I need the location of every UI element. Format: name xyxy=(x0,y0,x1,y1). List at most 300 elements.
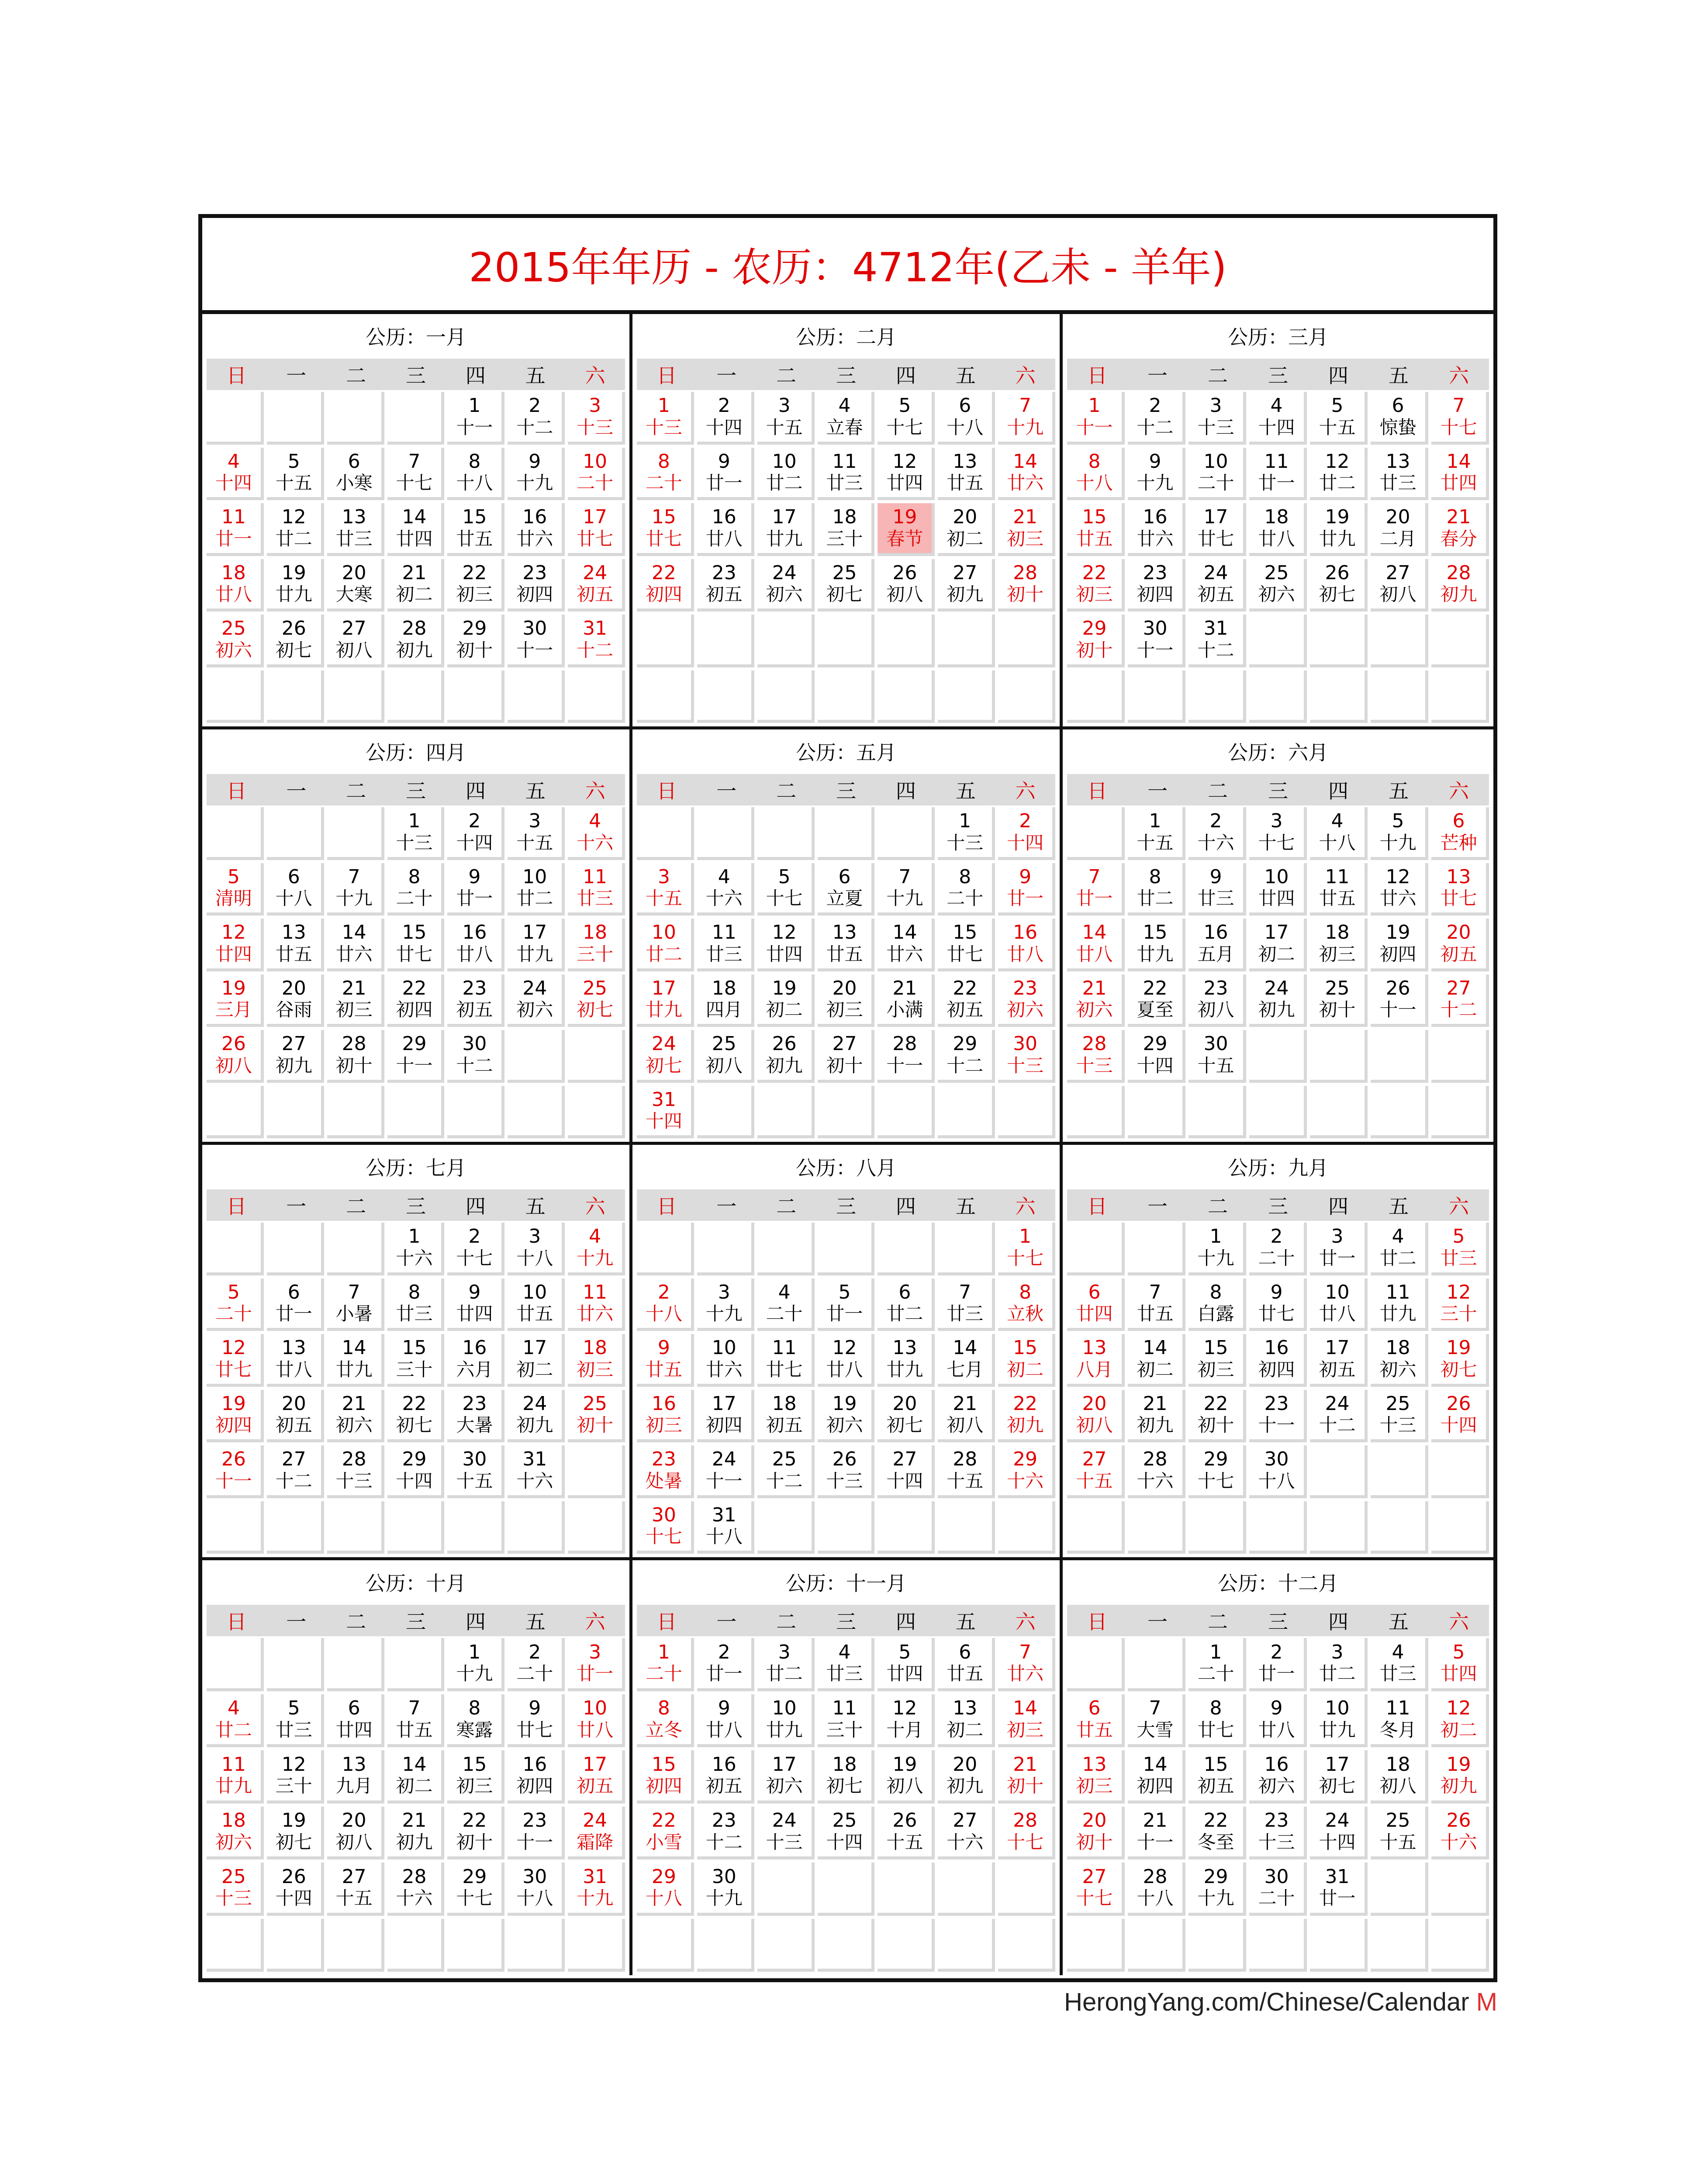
day-number: 1 xyxy=(1209,1641,1222,1663)
lunar-date: 廿三 xyxy=(335,528,373,549)
day-cell xyxy=(878,1445,935,1498)
day-cell xyxy=(1371,448,1428,501)
lunar-date: 初四 xyxy=(516,584,553,605)
lunar-date: 廿七 xyxy=(766,1358,803,1380)
lunar-date: 十七 xyxy=(456,1887,493,1909)
weekday-label: 二 xyxy=(346,364,366,387)
weekday-label: 日 xyxy=(1087,779,1107,803)
lunar-date: 初四 xyxy=(516,1775,553,1797)
empty-cell xyxy=(508,1919,565,1972)
day-number: 20 xyxy=(342,1809,366,1832)
lunar-date: 初五 xyxy=(766,1414,803,1436)
lunar-date: 十三 xyxy=(335,1470,373,1492)
lunar-date: 廿二 xyxy=(275,528,312,549)
lunar-date: 廿四 xyxy=(886,472,923,494)
day-cell xyxy=(637,448,694,501)
months-grid xyxy=(202,314,1493,1978)
day-cell xyxy=(637,919,694,971)
lunar-date: 初六 xyxy=(766,1775,803,1797)
day-cell xyxy=(998,1694,1055,1748)
empty-cell xyxy=(387,1086,445,1139)
day-number: 14 xyxy=(892,921,917,944)
day-number: 4 xyxy=(227,450,240,473)
day-cell xyxy=(1371,975,1428,1027)
day-cell xyxy=(1189,615,1246,667)
day-cell xyxy=(1128,615,1185,667)
lunar-date: 六月 xyxy=(456,1358,493,1380)
day-cell xyxy=(818,1750,875,1804)
lunar-date: 初五 xyxy=(705,584,743,605)
day-number: 18 xyxy=(1264,506,1289,529)
day-number: 29 xyxy=(462,1865,487,1888)
day-cell xyxy=(508,503,565,556)
empty-cell xyxy=(878,615,935,667)
lunar-date: 初九 xyxy=(1007,1414,1044,1436)
lunar-date: 十八 xyxy=(1319,832,1356,854)
day-cell xyxy=(387,863,445,916)
lunar-date: 廿三 xyxy=(1440,1247,1477,1269)
lunar-date: 小满 xyxy=(886,999,923,1021)
day-number: 14 xyxy=(1082,921,1107,944)
lunar-date: 初五 xyxy=(1197,584,1234,605)
empty-cell xyxy=(387,1501,445,1554)
month-title: 公历：一月 xyxy=(366,325,466,349)
day-cell xyxy=(697,1750,754,1804)
lunar-date: 初七 xyxy=(886,1414,923,1436)
lunar-date: 十五 xyxy=(1197,1054,1234,1076)
day-number: 21 xyxy=(342,977,366,999)
empty-cell xyxy=(757,615,815,667)
day-cell xyxy=(207,975,264,1027)
day-cell xyxy=(998,863,1055,916)
lunar-date: 廿一 xyxy=(215,528,252,549)
lunar-date: 十六 xyxy=(396,1887,433,1909)
weekday-label: 三 xyxy=(1268,1610,1288,1634)
lunar-date: 十七 xyxy=(766,888,803,909)
lunar-date: 廿一 xyxy=(275,1303,312,1325)
lunar-date: 初九 xyxy=(396,639,433,661)
empty-cell xyxy=(447,1086,504,1139)
day-cell xyxy=(327,1334,384,1387)
weekday-header xyxy=(637,359,1055,390)
weekday-label: 四 xyxy=(895,1610,916,1634)
day-number: 27 xyxy=(342,1865,366,1888)
day-cell xyxy=(697,392,754,445)
day-cell xyxy=(1371,863,1428,916)
day-cell xyxy=(938,1390,995,1443)
day-cell xyxy=(568,1223,625,1275)
empty-cell xyxy=(757,1863,815,1916)
lunar-date: 廿五 xyxy=(826,943,863,965)
lunar-date: 初六 xyxy=(215,639,252,661)
day-number: 2 xyxy=(1019,810,1032,833)
day-cell xyxy=(1371,1694,1428,1748)
weekday-label: 日 xyxy=(226,364,247,387)
lunar-date: 廿五 xyxy=(1137,1303,1174,1325)
empty-cell xyxy=(637,615,694,667)
day-number: 25 xyxy=(772,1448,797,1471)
empty-cell xyxy=(327,1086,384,1139)
lunar-date: 十七 xyxy=(396,472,433,494)
lunar-date: 初四 xyxy=(645,1775,682,1797)
day-number: 3 xyxy=(1331,1225,1344,1248)
weekday-label: 六 xyxy=(1449,779,1469,803)
weekday-label: 六 xyxy=(1449,1195,1469,1218)
lunar-date: 初十 xyxy=(1007,1775,1044,1797)
lunar-date: 十六 xyxy=(516,1470,553,1492)
weekday-label: 日 xyxy=(226,779,247,803)
day-number: 10 xyxy=(1325,1697,1350,1720)
day-number: 23 xyxy=(1143,561,1168,584)
day-number: 3 xyxy=(589,1641,601,1663)
lunar-date: 二十 xyxy=(1197,472,1234,494)
day-number: 20 xyxy=(1446,921,1471,944)
lunar-date: 廿三 xyxy=(947,1303,984,1325)
day-number: 9 xyxy=(1270,1281,1283,1303)
day-number: 4 xyxy=(589,810,601,833)
lunar-date: 廿二 xyxy=(1319,472,1356,494)
empty-cell xyxy=(327,1501,384,1554)
weekday-label: 二 xyxy=(346,779,366,803)
empty-cell xyxy=(697,615,754,667)
day-number: 14 xyxy=(402,1753,427,1776)
day-cell xyxy=(568,448,625,501)
empty-cell xyxy=(1431,1030,1489,1083)
day-number: 9 xyxy=(1019,865,1032,888)
lunar-date: 廿四 xyxy=(335,1719,373,1741)
day-cell xyxy=(1249,1334,1307,1387)
day-cell xyxy=(1067,448,1125,501)
lunar-date: 十九 xyxy=(1007,416,1044,438)
lunar-date: 初五 xyxy=(1319,1358,1356,1380)
lunar-date: 十六 xyxy=(1440,1831,1477,1853)
day-cell xyxy=(508,1750,565,1804)
lunar-date: 十四 xyxy=(1319,1831,1356,1853)
lunar-date: 十七 xyxy=(645,1526,682,1548)
day-number: 21 xyxy=(1143,1809,1168,1832)
lunar-date: 初八 xyxy=(886,584,923,605)
weekday-label: 三 xyxy=(406,1610,426,1634)
day-cell xyxy=(207,1390,264,1443)
day-number: 28 xyxy=(342,1448,366,1471)
day-number: 8 xyxy=(408,865,421,888)
day-number: 1 xyxy=(657,394,670,417)
day-cell xyxy=(568,1750,625,1804)
empty-cell xyxy=(757,1223,815,1275)
day-cell xyxy=(1128,1694,1185,1748)
lunar-date: 十九 xyxy=(1137,472,1174,494)
lunar-date: 七月 xyxy=(947,1358,984,1380)
day-cell xyxy=(1067,503,1125,556)
lunar-date: 初四 xyxy=(1379,943,1417,965)
day-number: 25 xyxy=(221,1865,246,1888)
empty-cell xyxy=(757,1919,815,1972)
weekday-label: 二 xyxy=(346,1195,366,1218)
day-cell xyxy=(447,1334,504,1387)
day-cell xyxy=(757,863,815,916)
empty-cell xyxy=(878,1863,935,1916)
day-number: 9 xyxy=(529,1697,541,1720)
day-cell xyxy=(1067,1750,1125,1804)
empty-cell xyxy=(1431,615,1489,667)
day-number: 19 xyxy=(1385,921,1410,944)
month-title: 公历：六月 xyxy=(1228,741,1328,764)
day-cell xyxy=(508,1807,565,1860)
day-cell xyxy=(387,1807,445,1860)
empty-cell xyxy=(1067,1501,1125,1554)
lunar-date: 十一 xyxy=(1076,416,1113,438)
empty-cell xyxy=(1431,670,1489,723)
weekday-label: 三 xyxy=(836,1195,856,1218)
lunar-date: 廿三 xyxy=(1379,472,1417,494)
day-cell xyxy=(938,1334,995,1387)
day-number: 31 xyxy=(583,617,608,640)
lunar-date: 廿四 xyxy=(215,943,252,965)
day-number: 25 xyxy=(832,1809,857,1832)
weekday-label: 五 xyxy=(1389,1195,1409,1218)
empty-cell xyxy=(697,807,754,860)
calendar-frame xyxy=(198,214,1497,1982)
lunar-date: 廿五 xyxy=(1076,1719,1113,1741)
day-cell xyxy=(1189,1030,1246,1083)
day-cell xyxy=(508,448,565,501)
day-cell xyxy=(207,559,264,612)
day-cell xyxy=(1128,559,1185,612)
empty-cell xyxy=(1371,1086,1428,1139)
empty-cell xyxy=(267,670,324,723)
weekday-label: 六 xyxy=(1015,779,1036,803)
day-cell xyxy=(447,1807,504,1860)
day-cell xyxy=(1189,1863,1246,1916)
lunar-date: 初二 xyxy=(516,1358,553,1380)
empty-cell xyxy=(818,1223,875,1275)
day-number: 21 xyxy=(892,977,917,999)
day-cell xyxy=(207,1807,264,1860)
weekday-header xyxy=(207,1605,625,1636)
lunar-date: 十五 xyxy=(335,1887,373,1909)
day-cell xyxy=(818,1390,875,1443)
day-cell xyxy=(447,503,504,556)
day-number: 27 xyxy=(1385,561,1410,584)
day-number: 25 xyxy=(1264,561,1289,584)
day-number: 24 xyxy=(1325,1809,1350,1832)
lunar-date: 十七 xyxy=(1076,1887,1113,1909)
day-number: 6 xyxy=(1392,394,1404,417)
day-cell xyxy=(1128,392,1185,445)
lunar-date: 十一 xyxy=(215,1470,252,1492)
lunar-date: 初二 xyxy=(396,1775,433,1797)
day-number: 11 xyxy=(221,1753,246,1776)
day-grid xyxy=(637,807,1055,1138)
weekday-header xyxy=(637,774,1055,805)
weekday-header xyxy=(1067,774,1489,805)
day-cell xyxy=(447,1750,504,1804)
day-number: 31 xyxy=(1325,1865,1350,1888)
day-number: 4 xyxy=(1392,1641,1404,1663)
day-cell xyxy=(998,1638,1055,1691)
lunar-date: 初八 xyxy=(705,1054,743,1076)
lunar-date: 四月 xyxy=(705,999,743,1021)
lunar-date: 十八 xyxy=(947,416,984,438)
weekday-label: 一 xyxy=(716,364,737,387)
day-cell xyxy=(637,1501,694,1554)
empty-cell xyxy=(1371,615,1428,667)
lunar-date: 廿七 xyxy=(215,1358,252,1380)
day-cell xyxy=(1067,1279,1125,1331)
empty-cell xyxy=(637,670,694,723)
day-cell xyxy=(1249,807,1307,860)
lunar-date: 十五 xyxy=(1319,416,1356,438)
day-number: 20 xyxy=(281,1392,306,1415)
day-cell xyxy=(697,1863,754,1916)
weekday-label: 三 xyxy=(836,779,856,803)
day-cell xyxy=(818,1279,875,1331)
lunar-date: 十八 xyxy=(275,888,312,909)
empty-cell xyxy=(757,807,815,860)
day-cell xyxy=(568,503,625,556)
lunar-date: 廿四 xyxy=(1440,472,1477,494)
day-cell xyxy=(637,1445,694,1498)
lunar-date: 初三 xyxy=(1007,528,1044,549)
day-grid xyxy=(637,1638,1055,1972)
day-number: 21 xyxy=(953,1392,978,1415)
lunar-date: 十二 xyxy=(516,416,553,438)
lunar-date: 十八 xyxy=(1258,1470,1295,1492)
day-number: 28 xyxy=(1082,1033,1107,1055)
lunar-date: 廿四 xyxy=(396,528,433,549)
day-number: 18 xyxy=(832,506,857,529)
lunar-date: 十五 xyxy=(766,416,803,438)
weekday-label: 四 xyxy=(465,779,486,803)
day-cell xyxy=(637,1750,694,1804)
lunar-date: 廿七 xyxy=(1440,888,1477,909)
lunar-date: 九月 xyxy=(335,1775,373,1797)
day-number: 26 xyxy=(281,1865,306,1888)
footer-mark: M xyxy=(1476,1988,1497,2016)
lunar-date: 初七 xyxy=(275,1831,312,1853)
lunar-date: 十一 xyxy=(1379,999,1417,1021)
day-cell xyxy=(1310,503,1368,556)
day-cell xyxy=(998,559,1055,612)
lunar-date: 十二 xyxy=(577,639,614,661)
lunar-date: 廿一 xyxy=(456,888,493,909)
weekday-label: 一 xyxy=(286,1610,307,1634)
day-cell xyxy=(568,975,625,1027)
lunar-date: 小暑 xyxy=(335,1303,373,1325)
day-number: 2 xyxy=(1209,810,1222,833)
day-cell xyxy=(327,1030,384,1083)
day-number: 26 xyxy=(1325,561,1350,584)
empty-cell xyxy=(327,1223,384,1275)
lunar-date: 十三 xyxy=(645,416,682,438)
lunar-date: 初三 xyxy=(456,1775,493,1797)
day-number: 23 xyxy=(712,1809,736,1832)
weekday-label: 四 xyxy=(1328,1610,1348,1634)
month-block xyxy=(632,1560,1063,1975)
day-number: 16 xyxy=(522,506,547,529)
empty-cell xyxy=(1128,1223,1185,1275)
lunar-date: 十九 xyxy=(335,888,373,909)
day-cell xyxy=(757,1030,815,1083)
day-number: 1 xyxy=(408,1225,421,1248)
lunar-date: 十五 xyxy=(645,888,682,909)
lunar-date: 廿一 xyxy=(705,1663,743,1685)
day-cell xyxy=(1371,1279,1428,1331)
lunar-date: 十二 xyxy=(947,1054,984,1076)
empty-cell xyxy=(637,1919,694,1972)
day-cell xyxy=(447,1390,504,1443)
lunar-date: 十七 xyxy=(1197,1470,1234,1492)
empty-cell xyxy=(1249,1086,1307,1139)
lunar-date: 十二 xyxy=(1319,1414,1356,1436)
day-number: 13 xyxy=(281,1337,306,1359)
lunar-date: 初七 xyxy=(1440,1358,1477,1380)
weekday-label: 二 xyxy=(776,779,797,803)
lunar-date: 初七 xyxy=(826,1775,863,1797)
month-block xyxy=(632,1145,1063,1560)
lunar-date: 廿二 xyxy=(886,1303,923,1325)
day-number: 13 xyxy=(281,921,306,944)
day-number: 27 xyxy=(1446,977,1471,999)
day-number: 4 xyxy=(838,394,851,417)
lunar-date: 廿七 xyxy=(1197,1719,1234,1741)
day-number: 19 xyxy=(832,1392,857,1415)
lunar-date: 三十 xyxy=(826,1719,863,1741)
day-number: 6 xyxy=(898,1281,911,1303)
day-cell xyxy=(1371,1390,1428,1443)
lunar-date: 十六 xyxy=(577,832,614,854)
day-number: 21 xyxy=(1082,977,1107,999)
day-number: 11 xyxy=(583,865,608,888)
day-grid xyxy=(1067,1223,1489,1554)
lunar-date: 十五 xyxy=(275,472,312,494)
day-cell xyxy=(637,503,694,556)
day-grid xyxy=(1067,392,1489,723)
day-cell xyxy=(1431,503,1489,556)
month-title: 公历：十一月 xyxy=(786,1572,906,1595)
day-cell xyxy=(697,1445,754,1498)
day-number: 27 xyxy=(281,1033,306,1055)
day-number: 15 xyxy=(1013,1337,1038,1359)
lunar-date: 十六 xyxy=(396,1247,433,1269)
lunar-date: 芒种 xyxy=(1440,832,1477,854)
empty-cell xyxy=(207,1638,264,1691)
day-cell xyxy=(818,1334,875,1387)
day-cell xyxy=(998,975,1055,1027)
lunar-date: 小寒 xyxy=(335,472,373,494)
lunar-date: 十九 xyxy=(1379,832,1417,854)
day-cell xyxy=(757,1750,815,1804)
lunar-date: 十二 xyxy=(766,1470,803,1492)
day-cell xyxy=(1371,392,1428,445)
weekday-label: 一 xyxy=(286,1195,307,1218)
day-cell xyxy=(327,503,384,556)
day-cell xyxy=(1128,1863,1185,1916)
day-cell xyxy=(447,448,504,501)
day-cell xyxy=(757,1638,815,1691)
day-cell xyxy=(1371,1750,1428,1804)
day-cell xyxy=(878,448,935,501)
lunar-date: 廿八 xyxy=(826,1358,863,1380)
lunar-date: 立夏 xyxy=(826,888,863,909)
day-cell xyxy=(818,503,875,556)
lunar-date: 初十 xyxy=(1076,1831,1113,1853)
day-cell xyxy=(998,392,1055,445)
lunar-date: 廿五 xyxy=(1076,528,1113,549)
day-number: 19 xyxy=(281,561,306,584)
day-number: 12 xyxy=(832,1337,857,1359)
month-block xyxy=(202,1145,632,1560)
